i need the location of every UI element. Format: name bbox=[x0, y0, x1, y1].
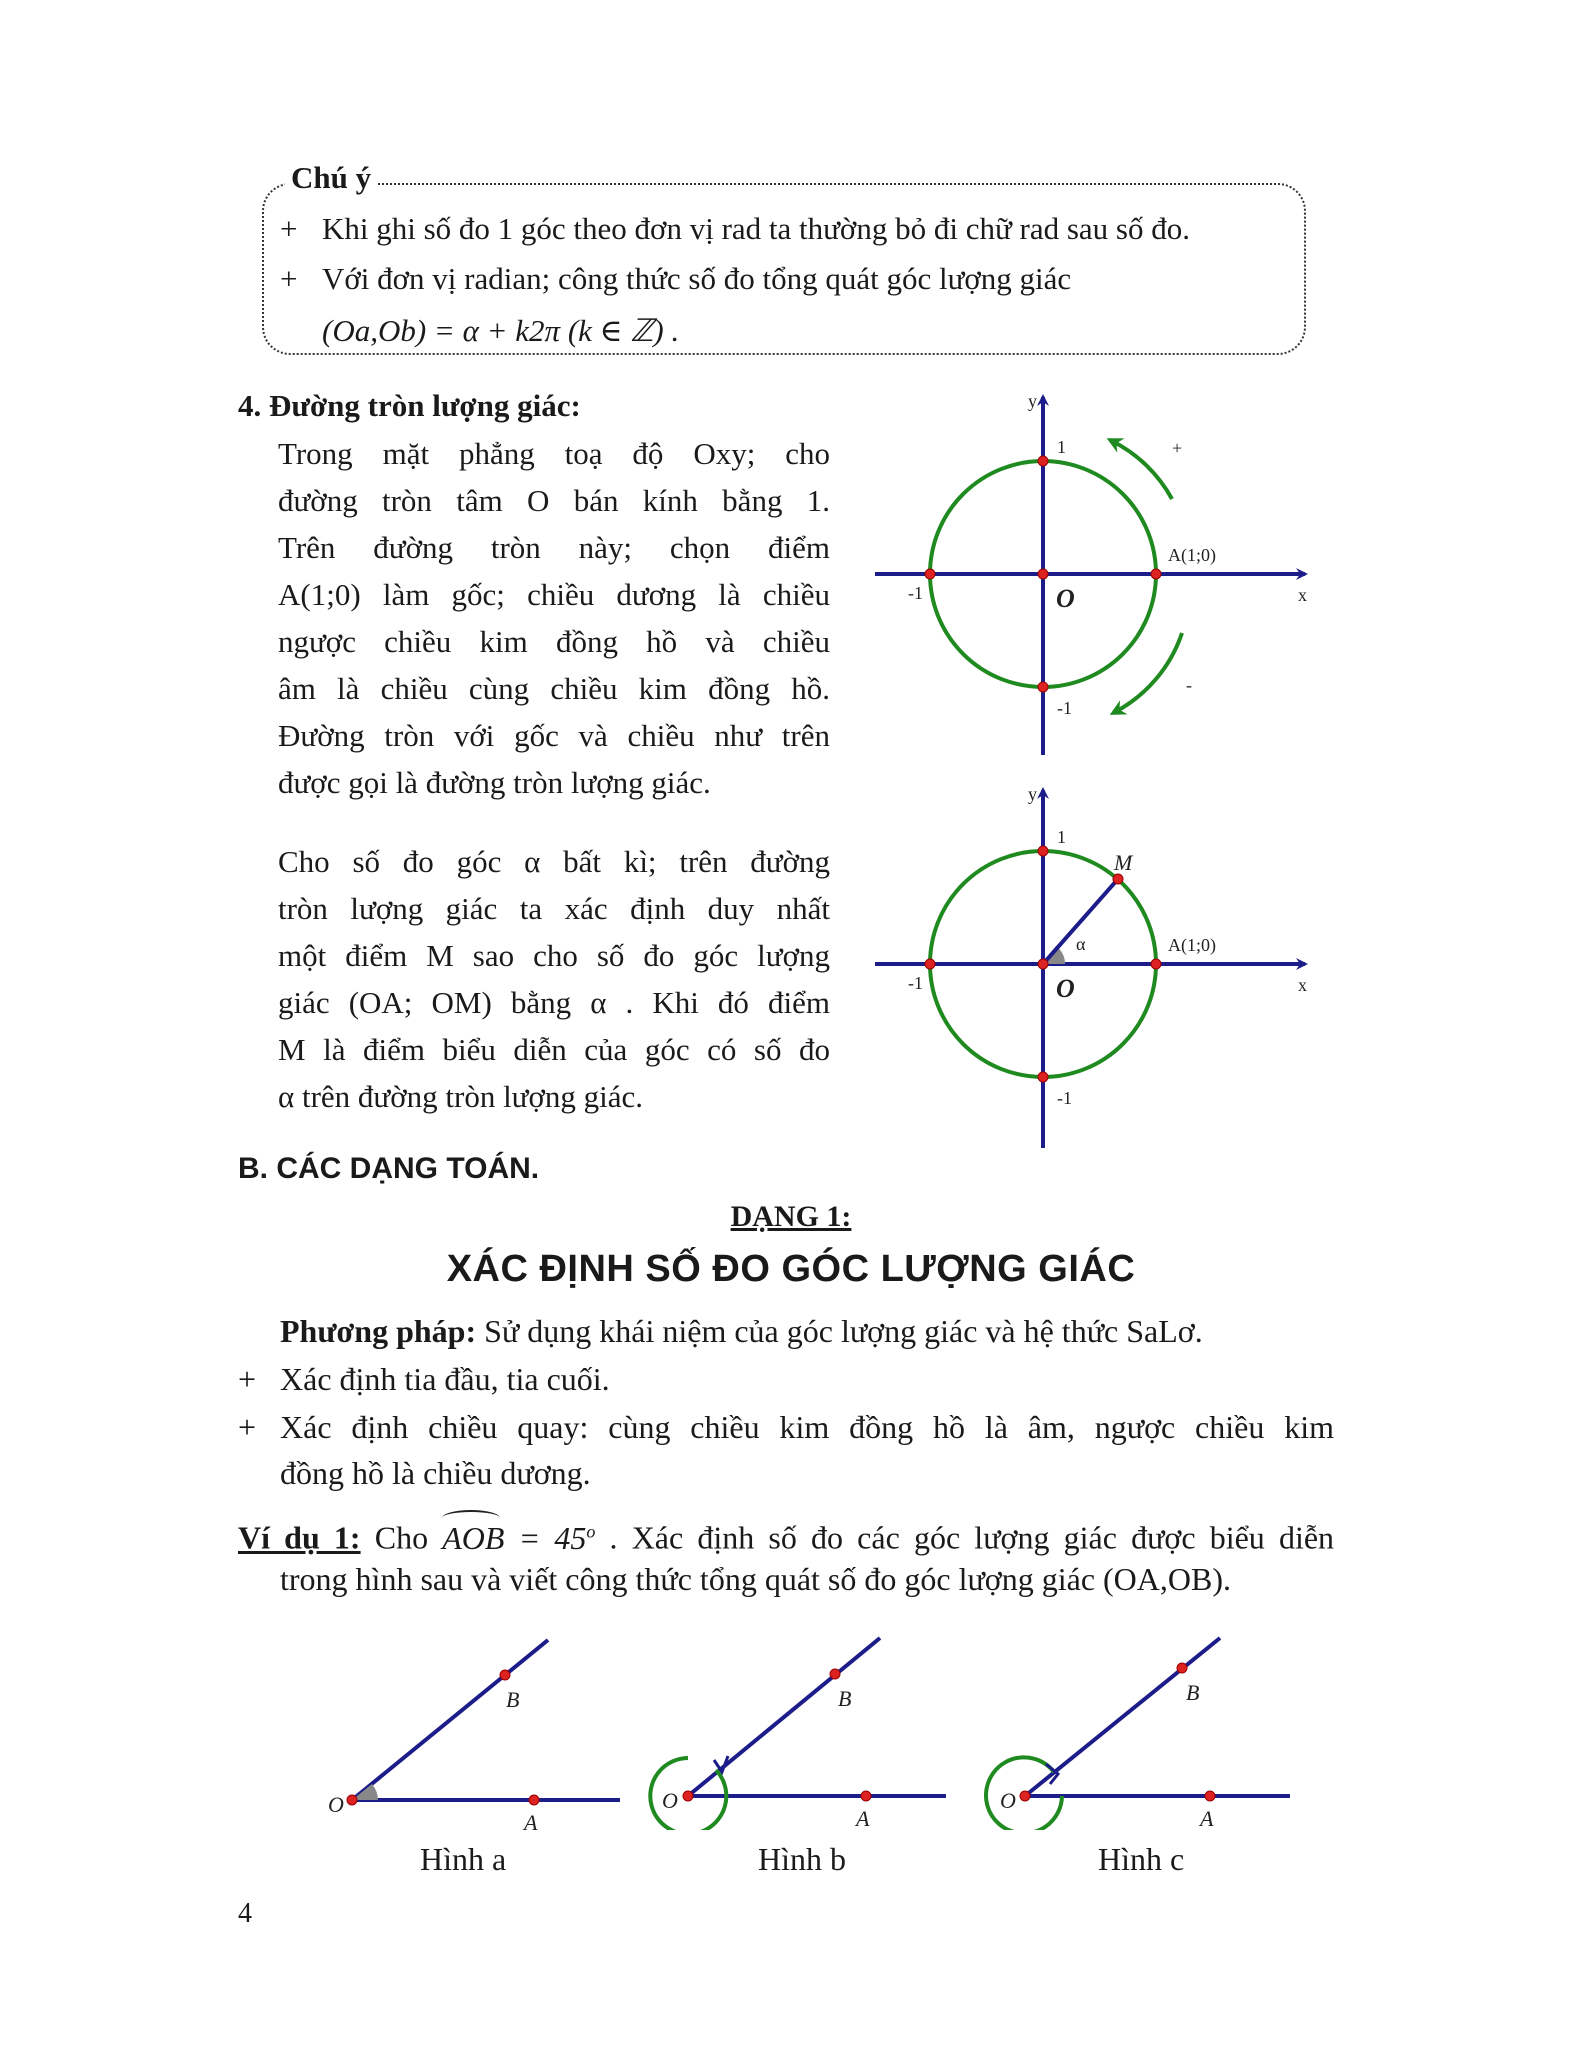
example-1-line-1 bbox=[238, 1508, 1334, 1562]
point-a bbox=[529, 1795, 539, 1805]
point-top bbox=[1038, 846, 1048, 856]
origin-label: O bbox=[1056, 584, 1075, 613]
one-label: 1 bbox=[1057, 437, 1066, 457]
point-a bbox=[1205, 1791, 1215, 1801]
label-a: A bbox=[856, 1806, 870, 1830]
label-o: O bbox=[1000, 1788, 1016, 1813]
plus-label: + bbox=[1172, 438, 1183, 458]
point-bottom bbox=[1038, 682, 1048, 692]
section-4-paragraph-2 bbox=[278, 838, 830, 1120]
neg-one-x-label: -1 bbox=[908, 583, 923, 603]
ray-ob bbox=[352, 1640, 548, 1800]
caption-a: Hình a bbox=[420, 1841, 507, 1877]
para1-line: được gọi là đường tròn lượng giác. bbox=[278, 765, 711, 800]
method-text: Sử dụng khái niệm của góc lượng giác và hệ thức SaLơ. bbox=[476, 1313, 1203, 1349]
para1-line: Đường tròn với gốc và chiều như trên bbox=[278, 718, 830, 753]
label-b: B bbox=[1186, 1680, 1200, 1705]
label-o: O bbox=[328, 1792, 344, 1817]
angle-figures bbox=[310, 1610, 1310, 1830]
point-top bbox=[1038, 456, 1048, 466]
para1-line: ngược chiều kim đồng hồ và chiều bbox=[278, 624, 830, 659]
point-b bbox=[1177, 1663, 1187, 1673]
origin-point bbox=[1038, 569, 1048, 579]
para1-line: âm là chiều cùng chiều kim đồng hồ. bbox=[278, 671, 830, 706]
note-title: Chú ý bbox=[285, 160, 377, 196]
point-o bbox=[683, 1791, 693, 1801]
unit-circle-figure-2 bbox=[860, 778, 1320, 1158]
point-o bbox=[1020, 1791, 1030, 1801]
para2-line: Cho số đo góc α bất kì; trên đường bbox=[278, 844, 830, 879]
x-label: x bbox=[1298, 585, 1307, 605]
unit-circle-figure-1 bbox=[860, 385, 1320, 765]
point-a bbox=[861, 1791, 871, 1801]
negative-direction-arrow bbox=[1115, 633, 1182, 712]
para1-line: A(1;0) làm gốc; chiều dương là chiều bbox=[278, 577, 830, 612]
para1-line: Trong mặt phẳng toạ độ Oxy; cho bbox=[278, 436, 830, 471]
example-cho: Cho bbox=[360, 1519, 443, 1556]
point-a bbox=[1151, 959, 1161, 969]
note-formula: (Oa,Ob) = α + k2π (k ∈ ℤ) . bbox=[322, 313, 680, 348]
alpha-label: α bbox=[1076, 934, 1086, 954]
label-a: A bbox=[1200, 1806, 1214, 1830]
example-rest: . Xác định số đo các góc lượng giác được biểu diễn bbox=[595, 1519, 1335, 1556]
neg-one-y-label: -1 bbox=[1057, 1088, 1072, 1108]
para2-line: một điểm M sao cho số đo góc lượng bbox=[278, 938, 830, 973]
note-bullet-1: + bbox=[280, 211, 298, 246]
point-neg-x bbox=[925, 569, 935, 579]
para2-line: M là điểm biểu diễn của góc có số đo bbox=[278, 1032, 830, 1067]
figure-a bbox=[328, 1640, 620, 1830]
point-a bbox=[1151, 569, 1161, 579]
section-4-paragraph-1 bbox=[278, 430, 830, 806]
page-number: 4 bbox=[238, 1898, 252, 1929]
label-o: O bbox=[662, 1788, 678, 1813]
note-item-1: Khi ghi số đo 1 góc theo đơn vị rad ta thường bỏ đi chữ rad sau số đo. bbox=[322, 211, 1190, 246]
point-neg-x bbox=[925, 959, 935, 969]
method-item-2-cont: đồng hồ là chiều dương. bbox=[280, 1455, 591, 1491]
point-o bbox=[347, 1795, 357, 1805]
section-b-heading: B. CÁC DẠNG TOÁN. bbox=[238, 1152, 540, 1185]
method-label: Phương pháp: bbox=[280, 1313, 477, 1349]
neg-one-y-label: -1 bbox=[1057, 698, 1072, 718]
point-b bbox=[500, 1670, 510, 1680]
note-bullet-2: + bbox=[280, 261, 298, 296]
method-bullet-1: + bbox=[238, 1361, 257, 1397]
para2-line: tròn lượng giác ta xác định duy nhất bbox=[278, 891, 830, 926]
one-label: 1 bbox=[1057, 827, 1066, 847]
section-4-heading: 4. Đường tròn lượng giác: bbox=[238, 388, 581, 423]
point-a-label: A(1;0) bbox=[1168, 935, 1216, 955]
point-m bbox=[1113, 874, 1123, 884]
method-item-1: Xác định tia đầu, tia cuối. bbox=[280, 1361, 610, 1397]
method-item-2: Xác định chiều quay: cùng chiều kim đồng hồ là âm, ngược chiều kim bbox=[280, 1409, 1334, 1445]
point-b bbox=[830, 1669, 840, 1679]
method-bullet-2: + bbox=[238, 1409, 257, 1445]
figure-b bbox=[650, 1638, 946, 1830]
angle-hat bbox=[442, 1510, 500, 1526]
point-a-label: A(1;0) bbox=[1168, 545, 1216, 565]
point-m-label: M bbox=[1114, 850, 1133, 875]
minus-label: - bbox=[1186, 675, 1192, 695]
dang-title: XÁC ĐỊNH SỐ ĐO GÓC LƯỢNG GIÁC bbox=[446, 1248, 1136, 1290]
method-line bbox=[280, 1308, 1203, 1355]
origin-point bbox=[1038, 959, 1048, 969]
caption-c: Hình c bbox=[1098, 1841, 1185, 1877]
para1-line: Trên đường tròn này; chọn điểm bbox=[278, 530, 830, 565]
example-1-line-2: trong hình sau và viết công thức tổng quát số đo góc lượng giác (OA,OB). bbox=[280, 1561, 1231, 1597]
dang-label: DẠNG 1: bbox=[730, 1200, 852, 1233]
label-b: B bbox=[838, 1686, 852, 1711]
para1-line: đường tròn tâm O bán kính bằng 1. bbox=[278, 483, 830, 518]
example-angle: AOB = $45^o$ bbox=[442, 1520, 595, 1556]
x-label: x bbox=[1298, 975, 1307, 995]
label-a: A bbox=[524, 1810, 538, 1830]
neg-one-x-label: -1 bbox=[908, 973, 923, 993]
para2-line: giác (OA; OM) bằng α . Khi đó điểm bbox=[278, 985, 830, 1020]
figure-c bbox=[986, 1638, 1290, 1830]
arc-arrow bbox=[714, 1756, 728, 1772]
label-b: B bbox=[506, 1687, 520, 1712]
y-label: y bbox=[1028, 391, 1037, 411]
para2-line: α trên đường tròn lượng giác. bbox=[278, 1079, 644, 1114]
example-label: Ví dụ 1: bbox=[238, 1519, 361, 1556]
point-bottom bbox=[1038, 1072, 1048, 1082]
y-label: y bbox=[1028, 784, 1037, 804]
origin-label: O bbox=[1056, 974, 1075, 1003]
note-item-2: Với đơn vị radian; công thức số đo tổng quát góc lượng giác bbox=[322, 261, 1072, 296]
caption-b: Hình b bbox=[758, 1841, 846, 1877]
